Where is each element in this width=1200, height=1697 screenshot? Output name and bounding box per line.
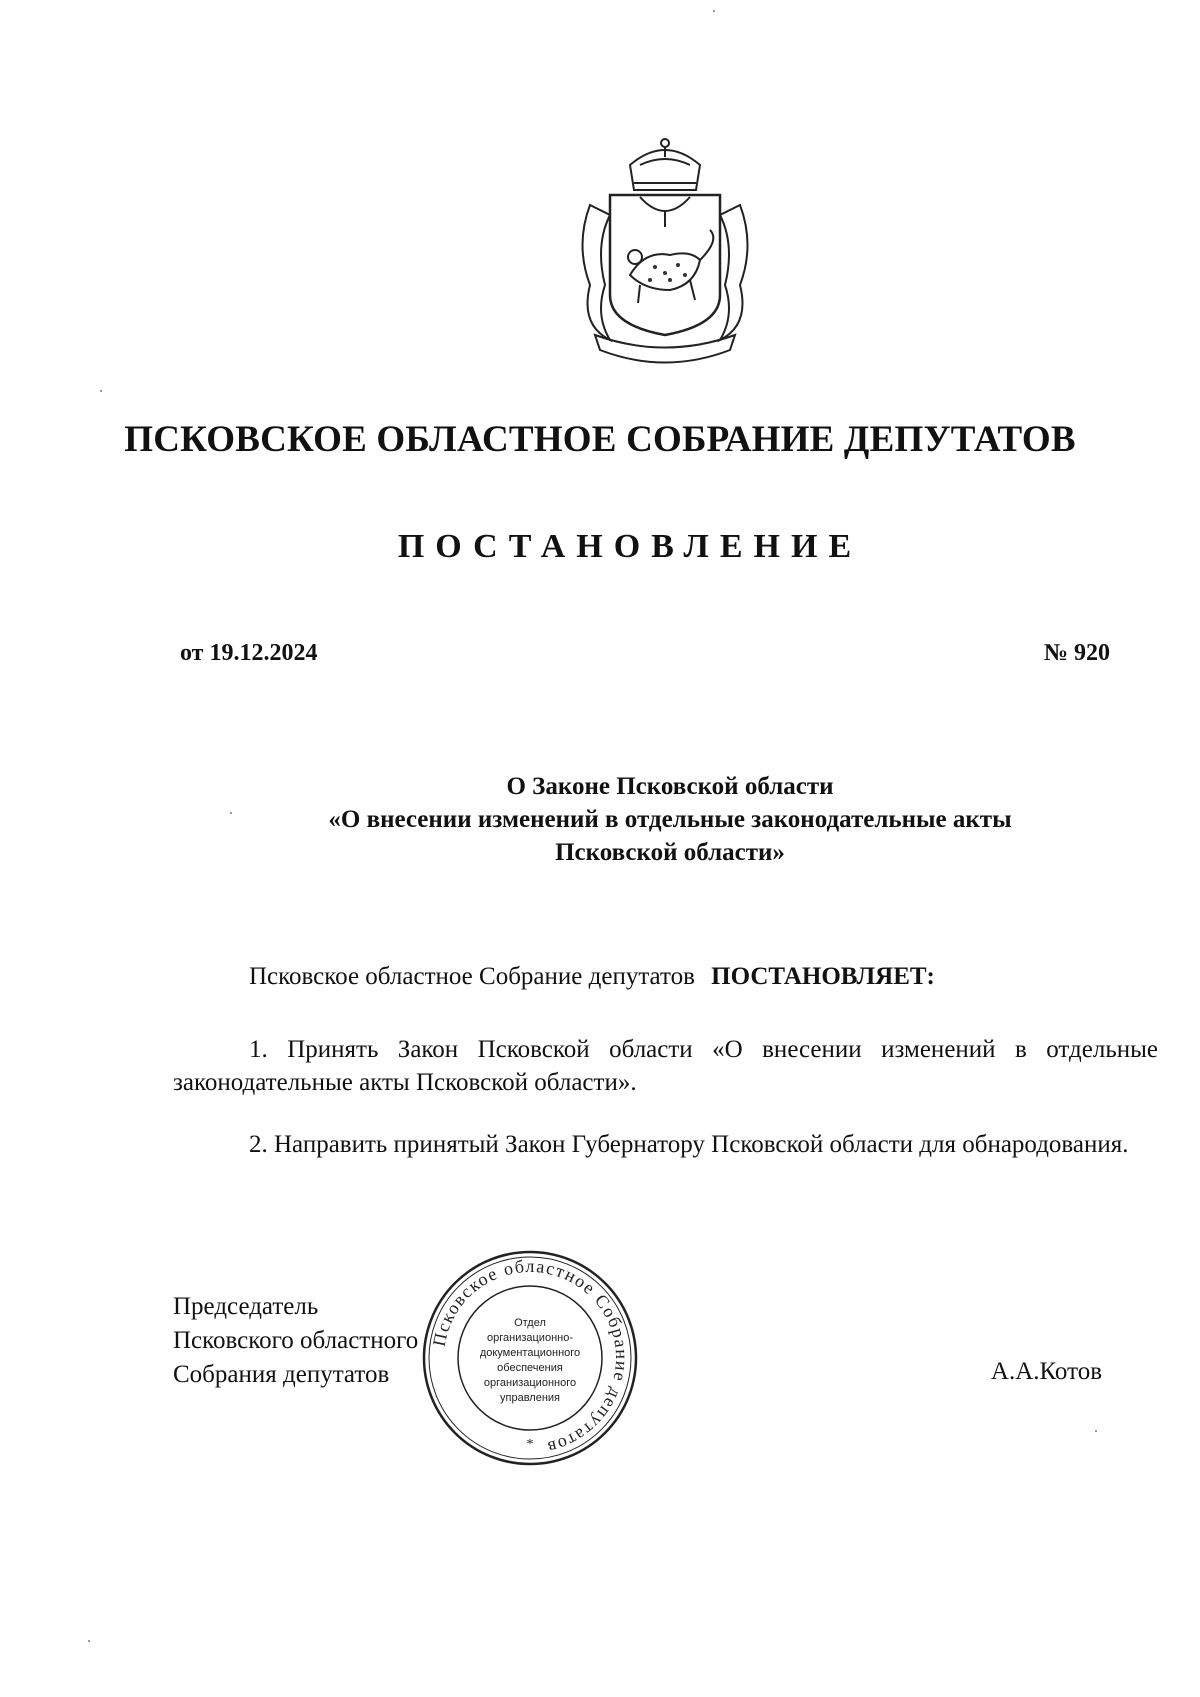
stamp-center-line: организационного xyxy=(483,1377,577,1389)
resolves-keyword: ПОСТАНОВЛЯЕТ: xyxy=(711,963,935,990)
subject-line: О Законе Псковской области xyxy=(506,773,834,800)
resolution-preamble xyxy=(249,960,935,993)
scan-speck xyxy=(713,10,715,12)
scan-speck xyxy=(88,1640,90,1642)
coat-of-arms-emblem xyxy=(570,135,760,380)
scan-speck xyxy=(100,390,102,392)
signatory-position xyxy=(173,1290,418,1392)
stamp-center-line: документационного xyxy=(479,1347,581,1359)
stamp-center-line: обеспечения xyxy=(497,1362,563,1374)
scan-speck xyxy=(1095,1430,1097,1432)
signatory-name: А.А.Котов xyxy=(990,1358,1102,1385)
stamp-center-line: организационно- xyxy=(487,1332,573,1344)
subject-line: «О внесении изменений в отдельные законодательные акты xyxy=(328,806,1012,833)
position-line: Псковского областного xyxy=(173,1327,419,1354)
stamp-center-line: управления xyxy=(500,1392,560,1404)
stamp-star-icon: * xyxy=(526,1437,534,1452)
item-text: 2. Направить принятый Закон Губернатору Псковской области для обнародования. xyxy=(249,1131,1129,1158)
resolution-item-1 xyxy=(173,1033,1158,1099)
item-text: 1. Принять Закон Псковской области «О внесении изменений в отдельные законодательные акты Псковской области». xyxy=(173,1036,1158,1096)
organization-title: ПСКОВСКОЕ ОБЛАСТНОЕ СОБРАНИЕ ДЕПУТАТОВ xyxy=(124,419,1076,460)
document-subject xyxy=(0,770,1200,869)
document-type-title: ПОСТАНОВЛЕНИЕ xyxy=(397,528,863,565)
subject-line: Псковской области» xyxy=(555,839,785,866)
position-line: Собрания депутатов xyxy=(173,1361,390,1388)
preamble-text: Псковское областное Собрание депутатов xyxy=(249,963,695,990)
scan-speck xyxy=(230,812,232,814)
official-stamp xyxy=(420,1248,640,1468)
document-date: от 19.12.2024 xyxy=(180,640,318,666)
document-number: № 920 xyxy=(1043,640,1110,666)
resolution-item-2 xyxy=(173,1128,1158,1161)
position-line: Председатель xyxy=(173,1293,319,1320)
stamp-center-line: Отдел xyxy=(514,1317,546,1329)
stamp-ring-text: Псковское областное Собрание депутатов xyxy=(428,1255,633,1459)
